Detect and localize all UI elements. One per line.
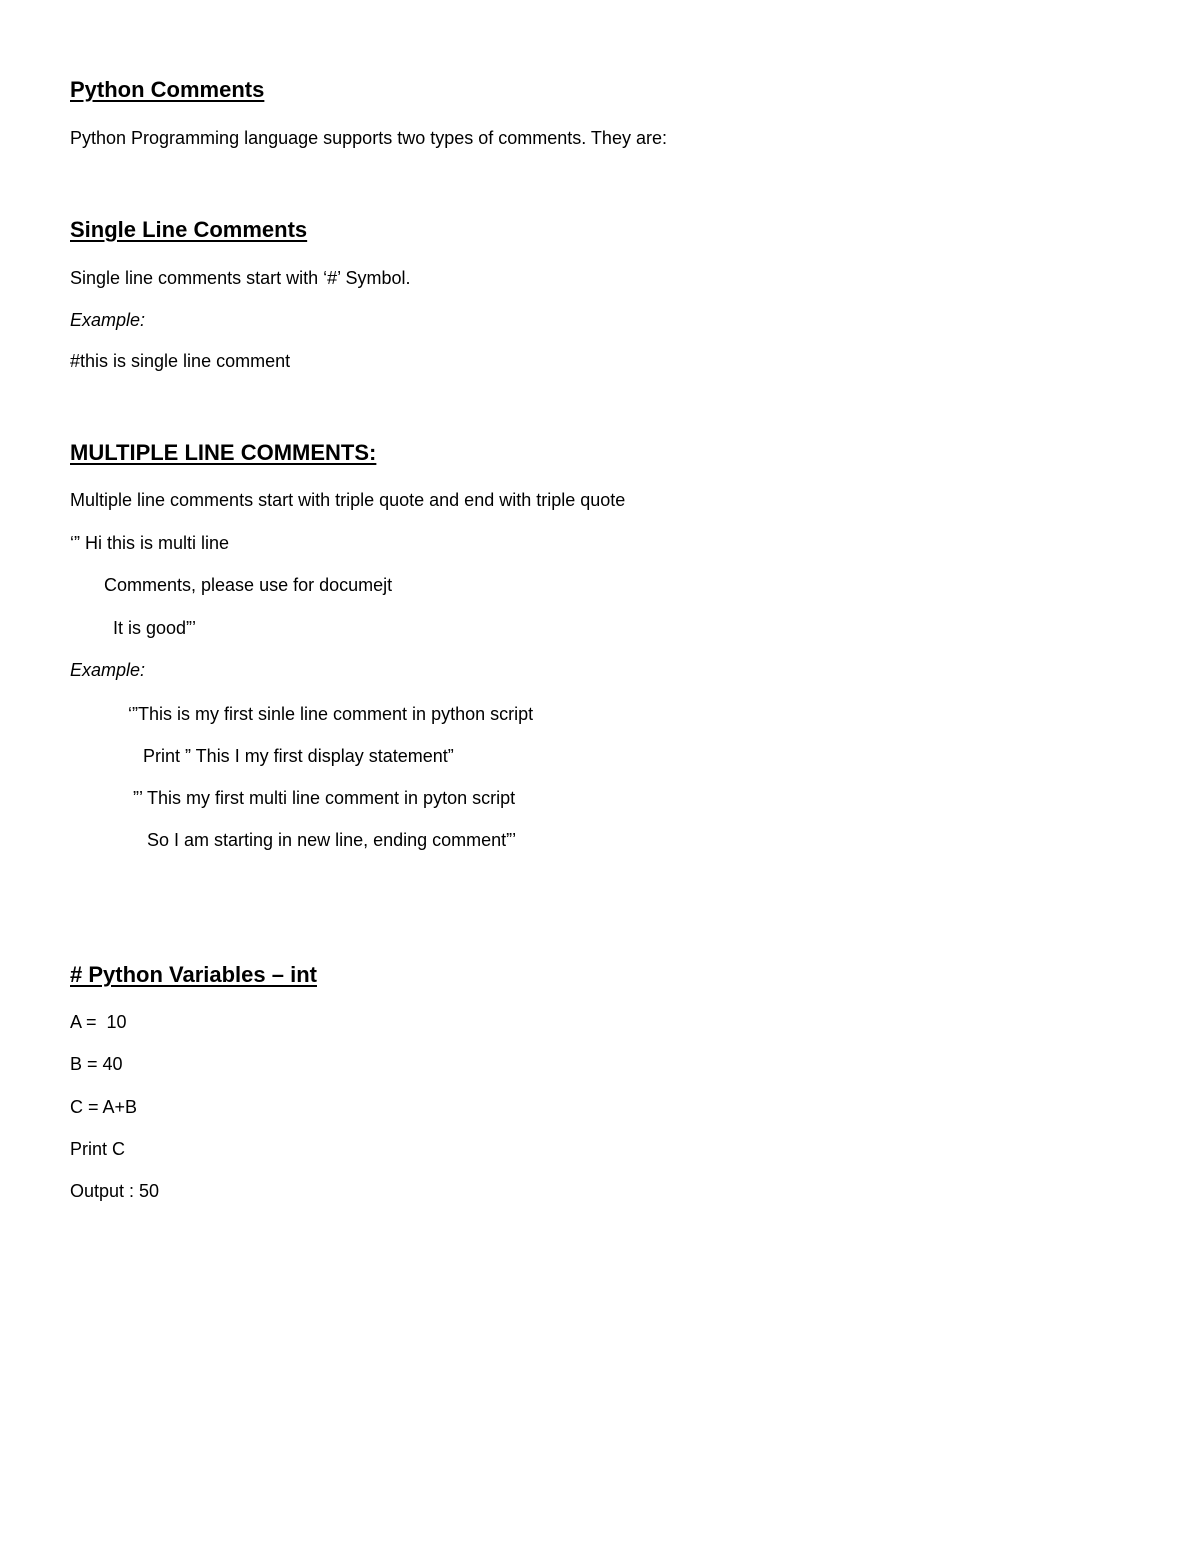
- heading-python-variables: # Python Variables – int: [70, 962, 317, 987]
- intro-text: Python Programming language supports two types of comments. They are:: [70, 128, 667, 148]
- single-line-description: Single line comments start with ‘#’ Symbol.: [70, 268, 411, 288]
- heading-multiple-line-comments: MULTIPLE LINE COMMENTS:: [70, 440, 377, 465]
- multi-line-demo-line: It is good”’: [113, 618, 197, 638]
- variable-line: B = 40: [70, 1054, 123, 1074]
- heading-single-line-comments: Single Line Comments: [70, 217, 308, 242]
- multi-line-example-line: Print ” This I my first display statement”: [143, 746, 454, 766]
- variable-line: C = A+B: [70, 1097, 138, 1117]
- heading-python-comments: Python Comments: [70, 77, 265, 102]
- multi-line-example-line: So I am starting in new line, ending comment”’: [147, 830, 517, 850]
- multi-line-example-label: Example:: [70, 660, 146, 680]
- variable-line: Print C: [70, 1139, 126, 1159]
- single-line-example-label: Example:: [70, 310, 146, 330]
- multi-line-example-line: ”’ This my first multi line comment in pyton script: [133, 788, 516, 808]
- output-line: Output : 50: [70, 1181, 160, 1201]
- multi-line-demo-line: Comments, please use for documejt: [104, 575, 393, 595]
- multi-line-demo-line: ‘” Hi this is multi line: [70, 533, 230, 553]
- multi-line-description: Multiple line comments start with triple quote and end with triple quote: [70, 490, 626, 510]
- single-line-example-code: #this is single line comment: [70, 351, 291, 371]
- variable-line: A = 10: [70, 1012, 127, 1032]
- multi-line-example-line: ‘”This is my first sinle line comment in python script: [128, 704, 534, 724]
